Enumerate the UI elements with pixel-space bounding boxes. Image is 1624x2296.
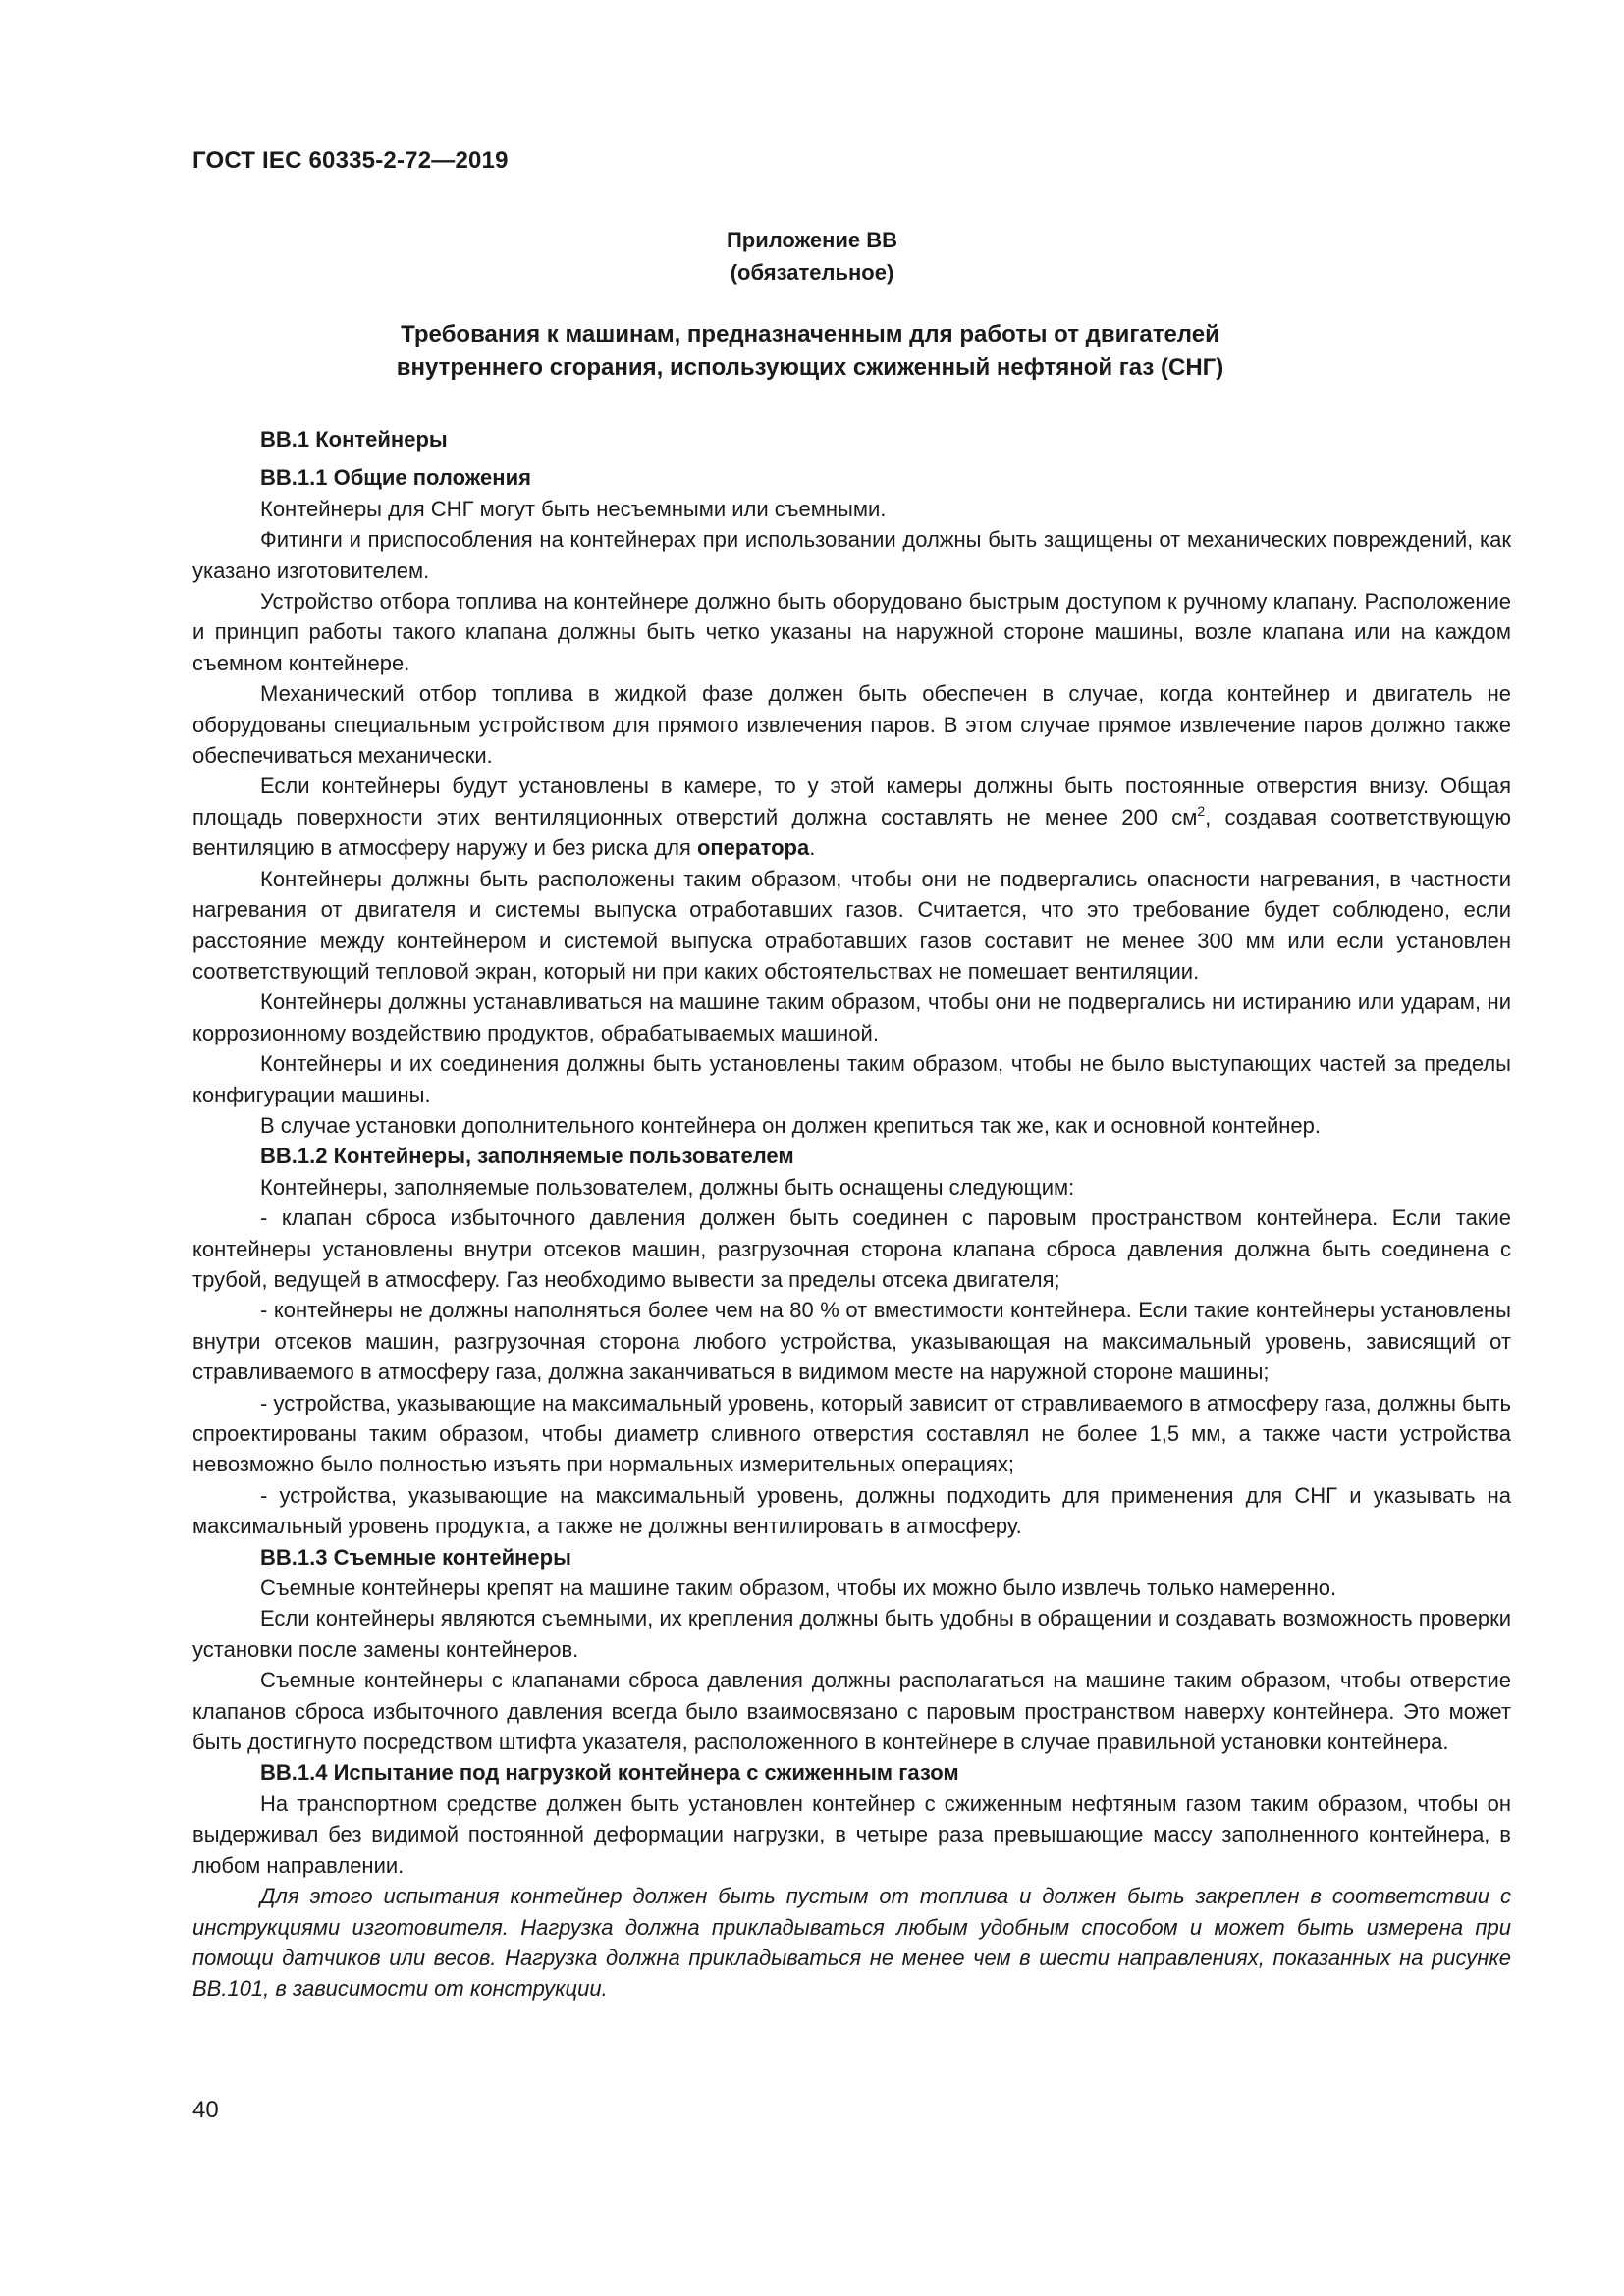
paragraph: Устройство отбора топлива на контейнере должно быть оборудовано быстрым доступом к ручному клапану. Расположение и принцип работы такого клапана должны быть четко указаны на наружной стороне машины, возле клапана или на каждом съемном контейнере.	[192, 589, 1511, 675]
page-number: 40	[192, 2097, 219, 2123]
annex-label: Приложение ВВ	[726, 228, 898, 252]
paragraph: Фитинги и приспособления на контейнерах при использовании должны быть защищены от механических повреждений, как указано изготовителем.	[192, 527, 1511, 583]
section-heading: ВВ.1 Контейнеры	[260, 427, 448, 452]
list-item: - устройства, указывающие на максимальный уровень, который зависит от стравливаемого в атмосферу газа, должны быть спроектированы таким образом, чтобы диаметр сливного отверстия составлял не более 1,5 мм, а также части устройства невозможно было полностью изъять при нормальных измерительных операциях;	[192, 1390, 1511, 1477]
paragraph: Съемные контейнеры крепят на машине таким образом, чтобы их можно было извлечь только намеренно.	[260, 1575, 1337, 1601]
test-procedure-paragraph: Для этого испытания контейнер должен быть пустым от топлива и должен быть закреплен в соответствии с инструкциями изготовителя. Нагрузка должна прикладываться любым удобным способом и может быть измерена при помощи датчиков или весов. Нагрузка должна прикладываться не менее чем в шести направлениях, показанных на рисунке ВВ.101, в зависимости от конструкции.	[192, 1884, 1511, 2002]
list-item: - клапан сброса избыточного давления должен быть соединен с паровым пространством контейнера. Если такие контейнеры установлены внутри отсеков машин, разгрузочная сторона клапана сброса давления должна быть соединена с трубой, ведущей в атмосферу. Газ необходимо вывести за пределы отсека двигателя;	[192, 1205, 1511, 1292]
subsection-heading: ВВ.1.3 Съемные контейнеры	[260, 1544, 571, 1570]
list-item: - контейнеры не должны наполняться более чем на 80 % от вместимости контейнера. Если такие контейнеры установлены внутри отсеков машин, разгрузочная сторона любого устройства, указывающая на максимальный уровень, зависящий от стравливаемого в атмосферу газа, должна заканчиваться в видимом месте на наружной стороне машины;	[192, 1298, 1511, 1385]
text-run: , создавая соответствующую вентиляцию в атмосферу наружу и без риска для	[192, 804, 1511, 861]
paragraph: Контейнеры для СНГ могут быть несъемными или съемными.	[260, 496, 887, 521]
annex-title-line-1: Требования к машинам, предназначенным для работы от двигателей	[401, 321, 1219, 347]
annex-header	[0, 224, 1624, 289]
annex-title-line-2: внутреннего сгорания, использующих сжиженный нефтяной газ (СНГ)	[396, 354, 1224, 381]
annex-title	[192, 318, 1428, 385]
paragraph: На транспортном средстве должен быть установлен контейнер с сжиженным нефтяным газом таким образом, чтобы он выдерживал без видимой постоянной деформации нагрузки, в четыре раза превышающие массу заполненного контейнера, в любом направлении.	[192, 1790, 1511, 1878]
paragraph: Механический отбор топлива в жидкой фазе должен быть обеспечен в случае, когда контейнер и двигатель не оборудованы специальным устройством для прямого извлечения паров. В этом случае прямое извлечение паров должно также обеспечиваться механически.	[192, 681, 1511, 769]
paragraph: В случае установки дополнительного контейнера он должен крепиться так же, как и основной контейнер.	[260, 1112, 1321, 1138]
annex-status: (обязательное)	[730, 260, 894, 285]
list-item: - устройства, указывающие на максимальный уровень, должны подходить для применения для СНГ и указывать на максимальный уровень продукта, а также не должны вентилировать в атмосферу.	[192, 1482, 1511, 1539]
text-run: Если контейнеры будут установлены в камере, то у этой камеры должны быть постоянные отверстия внизу. Общая площадь поверхности этих вентиляционных отверстий должна составлять не менее 200 см	[192, 774, 1511, 829]
document-body	[192, 424, 1511, 2004]
subsection-heading: ВВ.1.4 Испытание под нагрузкой контейнера с сжиженным газом	[260, 1760, 959, 1786]
paragraph: Съемные контейнеры с клапанами сброса давления должны располагаться на машине таким образом, чтобы отверстие клапанов сброса избыточного давления всегда было взаимосвязано с паровым пространством наверху контейнера. Это может быть достигнуто посредством штифта указателя, расположенного в контейнере в случае правильной установки контейнера.	[192, 1668, 1511, 1755]
paragraph: Контейнеры и их соединения должны быть установлены таким образом, чтобы не было выступающих частей за пределы конфигурации машины.	[192, 1051, 1511, 1107]
paragraph: Контейнеры, заполняемые пользователем, должны быть оснащены следующим:	[260, 1174, 1075, 1200]
text-run: .	[809, 835, 816, 861]
bold-term: оператора	[696, 835, 810, 861]
subsection-heading: ВВ.1.2 Контейнеры, заполняемые пользователем	[260, 1144, 794, 1169]
paragraph	[192, 771, 1511, 863]
document-code: ГОСТ IEC 60335-2-72—2019	[192, 147, 509, 174]
subsection-heading: ВВ.1.1 Общие положения	[260, 465, 531, 491]
paragraph: Контейнеры должны устанавливаться на машине таким образом, чтобы они не подвергались ни истиранию или ударам, ни коррозионному воздействию продуктов, обрабатываемых машиной.	[192, 989, 1511, 1045]
paragraph: Если контейнеры являются съемными, их крепления должны быть удобны в обращении и создавать возможность проверки установки после замены контейнеров.	[192, 1606, 1511, 1662]
paragraph: Контейнеры должны быть расположены таким образом, чтобы они не подвергались опасности нагревания, в частности нагревания от двигателя и системы выпуска отработавших газов. Считается, что это требование будет соблюдено, если расстояние между контейнером и системой выпуска отработавших газов составит не менее 300 мм или если установлен соответствующий тепловой экран, который ни при каких обстоятельствах не помешает вентиляции.	[192, 866, 1511, 984]
superscript: 2	[1197, 802, 1206, 819]
